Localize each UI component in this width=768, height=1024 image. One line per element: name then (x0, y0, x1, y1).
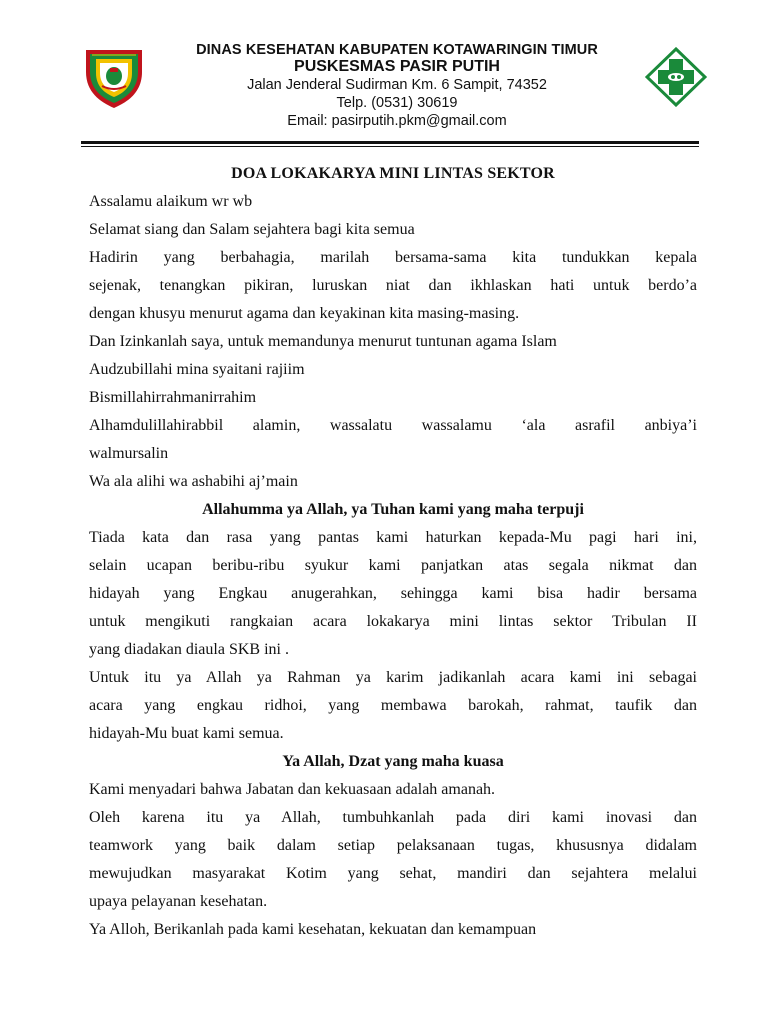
text-line: walmursalin (89, 445, 169, 462)
text-line: Audzubillahi mina syaitani rajiim (89, 361, 305, 378)
text-line: Dan Izinkanlah saya, untuk memandunya menurut tuntunan agama Islam (89, 333, 557, 350)
text-line: Kami menyadari bahwa Jabatan dan kekuasaan adalah amanah. (89, 781, 496, 798)
text-line: hidayah-Mu buat kami semua. (89, 725, 284, 742)
text-line: Oleh karena itu ya Allah, tumbuhkanlah pada diri kami inovasi dan (89, 809, 697, 826)
text-line: Assalamu alaikum wr wb (89, 193, 253, 210)
letterhead-name: PUSKESMAS PASIR PUTIH (294, 58, 500, 75)
section-heading: Ya Allah, Dzat yang maha kuasa (282, 753, 504, 770)
text-line: Bismillahirrahmanirrahim (89, 389, 257, 406)
text-line: Hadirin yang berbahagia, marilah bersama-sama kita tundukkan kepala (89, 249, 697, 266)
text-line: selain ucapan beribu-ribu syukur kami panjatkan atas segala nikmat dan (89, 557, 697, 574)
section-heading: Allahumma ya Allah, ya Tuhan kami yang maha terpuji (202, 501, 584, 518)
text-line: dengan khusyu menurut agama dan keyakinan kita masing-masing. (89, 305, 520, 322)
letterhead-email: Email: pasirputih.pkm@gmail.com (287, 113, 507, 129)
text-line: acara yang engkau ridhoi, yang membawa barokah, rahmat, taufik dan (89, 697, 697, 714)
text-line: hidayah yang Engkau anugerahkan, sehingga kami bisa hadir bersama (89, 585, 697, 602)
text-line: mewujudkan masyarakat Kotim yang sehat, mandiri dan sejahtera melalui (89, 865, 697, 882)
text-line: Ya Alloh, Berikanlah pada kami kesehatan, kekuatan dan kemampuan (89, 921, 537, 938)
text-line: Alhamdulillahirabbil alamin, wassalatu wassalamu ‘ala asrafil anbiya’i (89, 417, 697, 434)
text-line: Tiada kata dan rasa yang pantas kami haturkan kepada-Mu pagi hari ini, (89, 529, 697, 546)
letterhead-phone: Telp. (0531) 30619 (336, 95, 458, 111)
text-line: Untuk itu ya Allah ya Rahman ya karim jadikanlah acara kami ini sebagai (89, 669, 697, 686)
text-line: teamwork yang baik dalam setiap pelaksanaan tugas, khususnya didalam (89, 837, 697, 854)
letterhead-address: Jalan Jenderal Sudirman Km. 6 Sampit, 74352 (247, 77, 547, 93)
document-title: DOA LOKAKARYA MINI LINTAS SEKTOR (231, 165, 555, 182)
letterhead-rule-thin (81, 146, 699, 147)
text-line: Wa ala alihi wa ashabihi aj’main (89, 473, 298, 490)
puskesmas-logo-icon (645, 47, 707, 107)
letterhead-rule-thick (81, 141, 699, 144)
text-line: sejenak, tenangkan pikiran, luruskan niat dan ikhlaskan hati untuk berdo’a (89, 277, 697, 294)
text-line: untuk mengikuti rangkaian acara lokakarya mini lintas sektor Tribulan II (89, 613, 697, 630)
text-line: upaya pelayanan kesehatan. (89, 893, 268, 910)
letterhead (150, 42, 644, 130)
text-line: Selamat siang dan Salam sejahtera bagi kita semua (89, 221, 415, 238)
text-line: yang diadakan diaula SKB ini . (89, 641, 289, 658)
letterhead-agency: DINAS KESEHATAN KABUPATEN KOTAWARINGIN TIMUR (196, 42, 598, 58)
regency-emblem-icon (80, 42, 148, 110)
document-body (89, 160, 697, 944)
